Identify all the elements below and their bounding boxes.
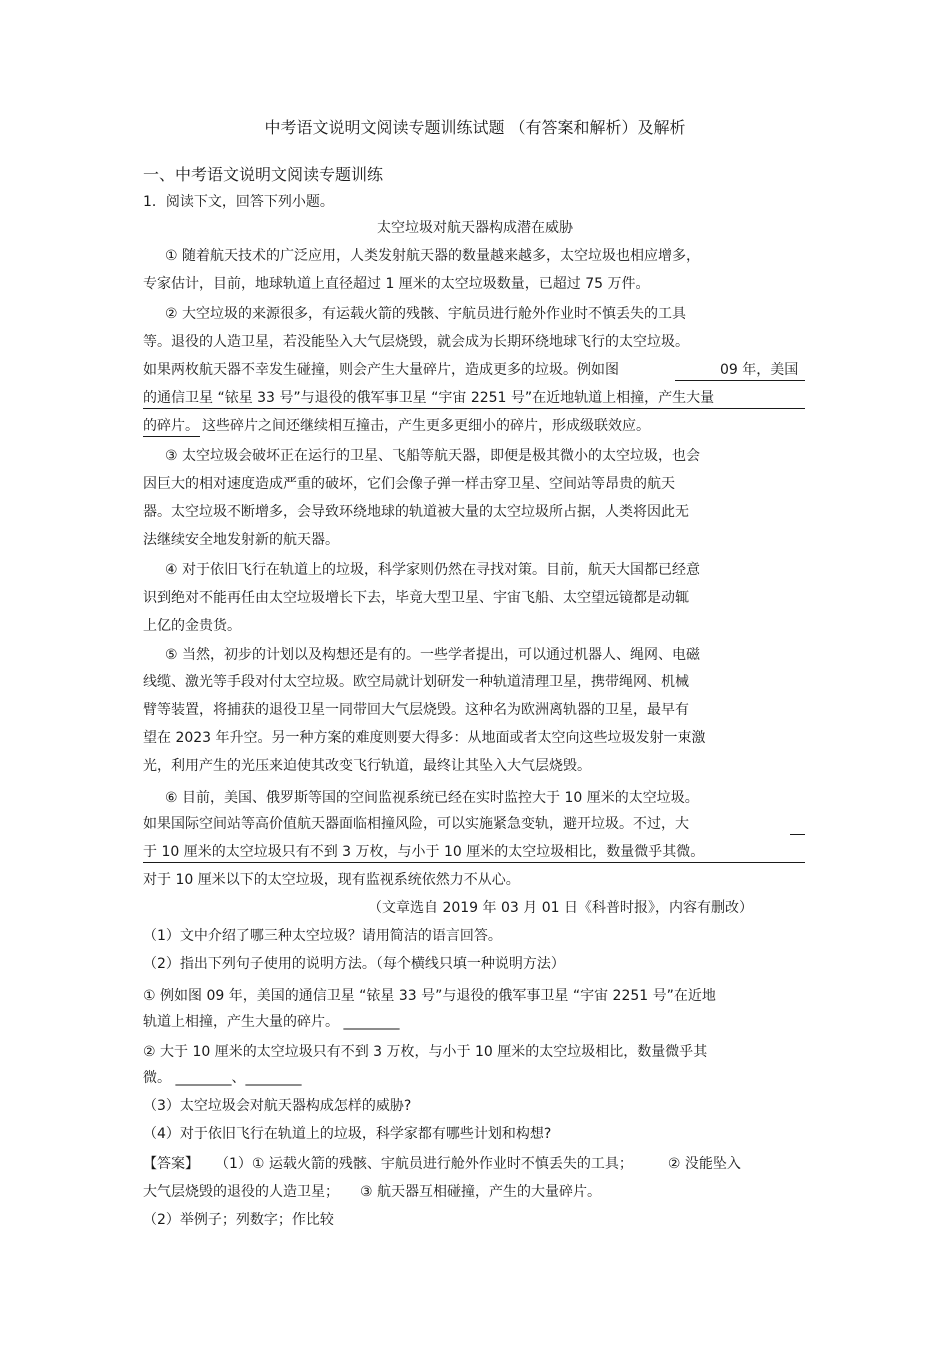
answer-1-line-2: 大气层烧毁的退役的人造卫星； ③ 航天器互相碰撞，产生的大量碎片。 (143, 1184, 601, 1200)
underline-1 (675, 380, 805, 381)
p4-line-3: 上亿的金贵货。 (143, 618, 241, 634)
underline-4 (790, 834, 805, 835)
p4-line-1: ④ 对于依旧飞行在轨道上的垃圾，科学家则仍然在寻找对策。目前，航天大国都已经意 (165, 562, 700, 578)
article-title: 太空垃圾对航天器构成潜在威胁 (377, 220, 573, 236)
document-title: 中考语文说明文阅读专题训练试题 （有答案和解析）及解析 (264, 118, 686, 137)
question-2a-line-1: ① 例如图 09 年，美国的通信卫星 “铱星 33 号”与退役的俄军事卫星 “宇宙 2251 号”在近地 (143, 988, 716, 1004)
p5-line-2: 线缆、激光等手段对付太空垃圾。欧空局就计划研发一种轨道清理卫星，携带绳网、机械 (143, 674, 689, 690)
question-2b-line-2: 微。 ________、________ (143, 1070, 302, 1086)
p2-line-3: 如果两枚航天器不幸发生碰撞，则会产生大量碎片，造成更多的垃圾。例如图 (143, 362, 619, 378)
answer-2: （2）举例子；列数字；作比较 (143, 1212, 334, 1228)
question-2b-line-1: ② 大于 10 厘米的太空垃圾只有不到 3 万枚，与小于 10 厘米的太空垃圾相比，数量微乎其 (143, 1044, 708, 1060)
answer-label: 【答案】 (143, 1156, 199, 1172)
p3-line-2: 因巨大的相对速度造成严重的破坏，它们会像子弹一样击穿卫星、空间站等昂贵的航天 (143, 476, 675, 492)
question-intro: 1．阅读下文，回答下列小题。 (143, 194, 334, 210)
underline-2 (143, 408, 805, 409)
p4-line-2: 识到绝对不能再任由太空垃圾增长下去，毕竟大型卫星、宇宙飞船、太空望远镜都是动辄 (143, 590, 689, 606)
p5-line-4: 望在 2023 年升空。另一种方案的难度则要大得多：从地面或者太空向这些垃圾发射一束激 (143, 730, 706, 746)
question-3: （3）太空垃圾会对航天器构成怎样的威胁? (143, 1098, 412, 1114)
section-heading: 一、中考语文说明文阅读专题训练 (143, 165, 384, 184)
p2-line-2: 等。退役的人造卫星，若没能坠入大气层烧毁，就会成为长期环绕地球飞行的太空垃圾。 (143, 334, 689, 350)
p3-line-4: 法继续安全地发射新的航天器。 (143, 532, 339, 548)
underline-5 (143, 862, 805, 863)
question-2: （2）指出下列句子使用的说明方法。（每个横线只填一种说明方法） (143, 956, 565, 972)
p6-line-4: 对于 10 厘米以下的太空垃圾，现有监视系统依然力不从心。 (143, 872, 520, 888)
p1-line-1: ① 随着航天技术的广泛应用，人类发射航天器的数量越来越多，太空垃圾也相应增多， (165, 248, 700, 264)
article-source: （文章选自 2019 年 03 月 01 日《科普时报》，内容有删改） (368, 900, 753, 916)
p5-line-1: ⑤ 当然，初步的计划以及构想还是有的。一些学者提出，可以通过机器人、绳网、电磁 (165, 647, 700, 663)
p2-line-5: 这些碎片之间还继续相互撞击，产生更多更细小的碎片，形成级联效应。 (202, 418, 650, 434)
p2-line-4: 的通信卫星 “铱星 33 号”与退役的俄军事卫星 “宇宙 2251 号”在近地轨道上相撞，产生大量 (143, 390, 715, 406)
answer-1-line-1: （1）① 运载火箭的残骸、宇航员进行舱外作业时不慎丢失的工具； ② 没能坠入 (215, 1156, 741, 1172)
question-2a-line-2: 轨道上相撞，产生大量的碎片。 ________ (143, 1014, 400, 1030)
p1-line-2: 专家估计，目前，地球轨道上直径超过 1 厘米的太空垃圾数量，已超过 75 万件。 (143, 276, 650, 292)
p6-line-3: 于 10 厘米的太空垃圾只有不到 3 万枚，与小于 10 厘米的太空垃圾相比，数量微乎其微。 (143, 844, 705, 860)
p5-line-3: 臂等装置，将捕获的退役卫星一同带回大气层烧毁。这种名为欧洲离轨器的卫星，最早有 (143, 702, 689, 718)
p2-line-3-tail: 09 年，美国 (720, 362, 799, 378)
p3-line-3: 器。太空垃圾不断增多，会导致环绕地球的轨道被大量的太空垃圾所占据，人类将因此无 (143, 504, 689, 520)
p6-line-1: ⑥ 目前，美国、俄罗斯等国的空间监视系统已经在实时监控大于 10 厘米的太空垃圾。 (165, 790, 699, 806)
underline-3 (143, 436, 200, 437)
p2-line-5-underlined: 的碎片。 (143, 418, 199, 434)
p2-line-1: ② 大空垃圾的来源很多，有运载火箭的残骸、宇航员进行舱外作业时不慎丢失的工具 (165, 306, 686, 322)
p3-line-1: ③ 太空垃圾会破坏正在运行的卫星、飞船等航天器，即便是极其微小的太空垃圾，也会 (165, 448, 700, 464)
question-4: （4）对于依旧飞行在轨道上的垃圾，科学家都有哪些计划和构想? (143, 1126, 552, 1142)
question-1: （1）文中介绍了哪三种太空垃圾？请用简洁的语言回答。 (143, 928, 502, 944)
p6-line-2: 如果国际空间站等高价值航天器面临相撞风险，可以实施紧急变轨，避开垃圾。不过，大 (143, 816, 689, 832)
p5-line-5: 光，利用产生的光压来迫使其改变飞行轨道，最终让其坠入大气层烧毁。 (143, 758, 591, 774)
